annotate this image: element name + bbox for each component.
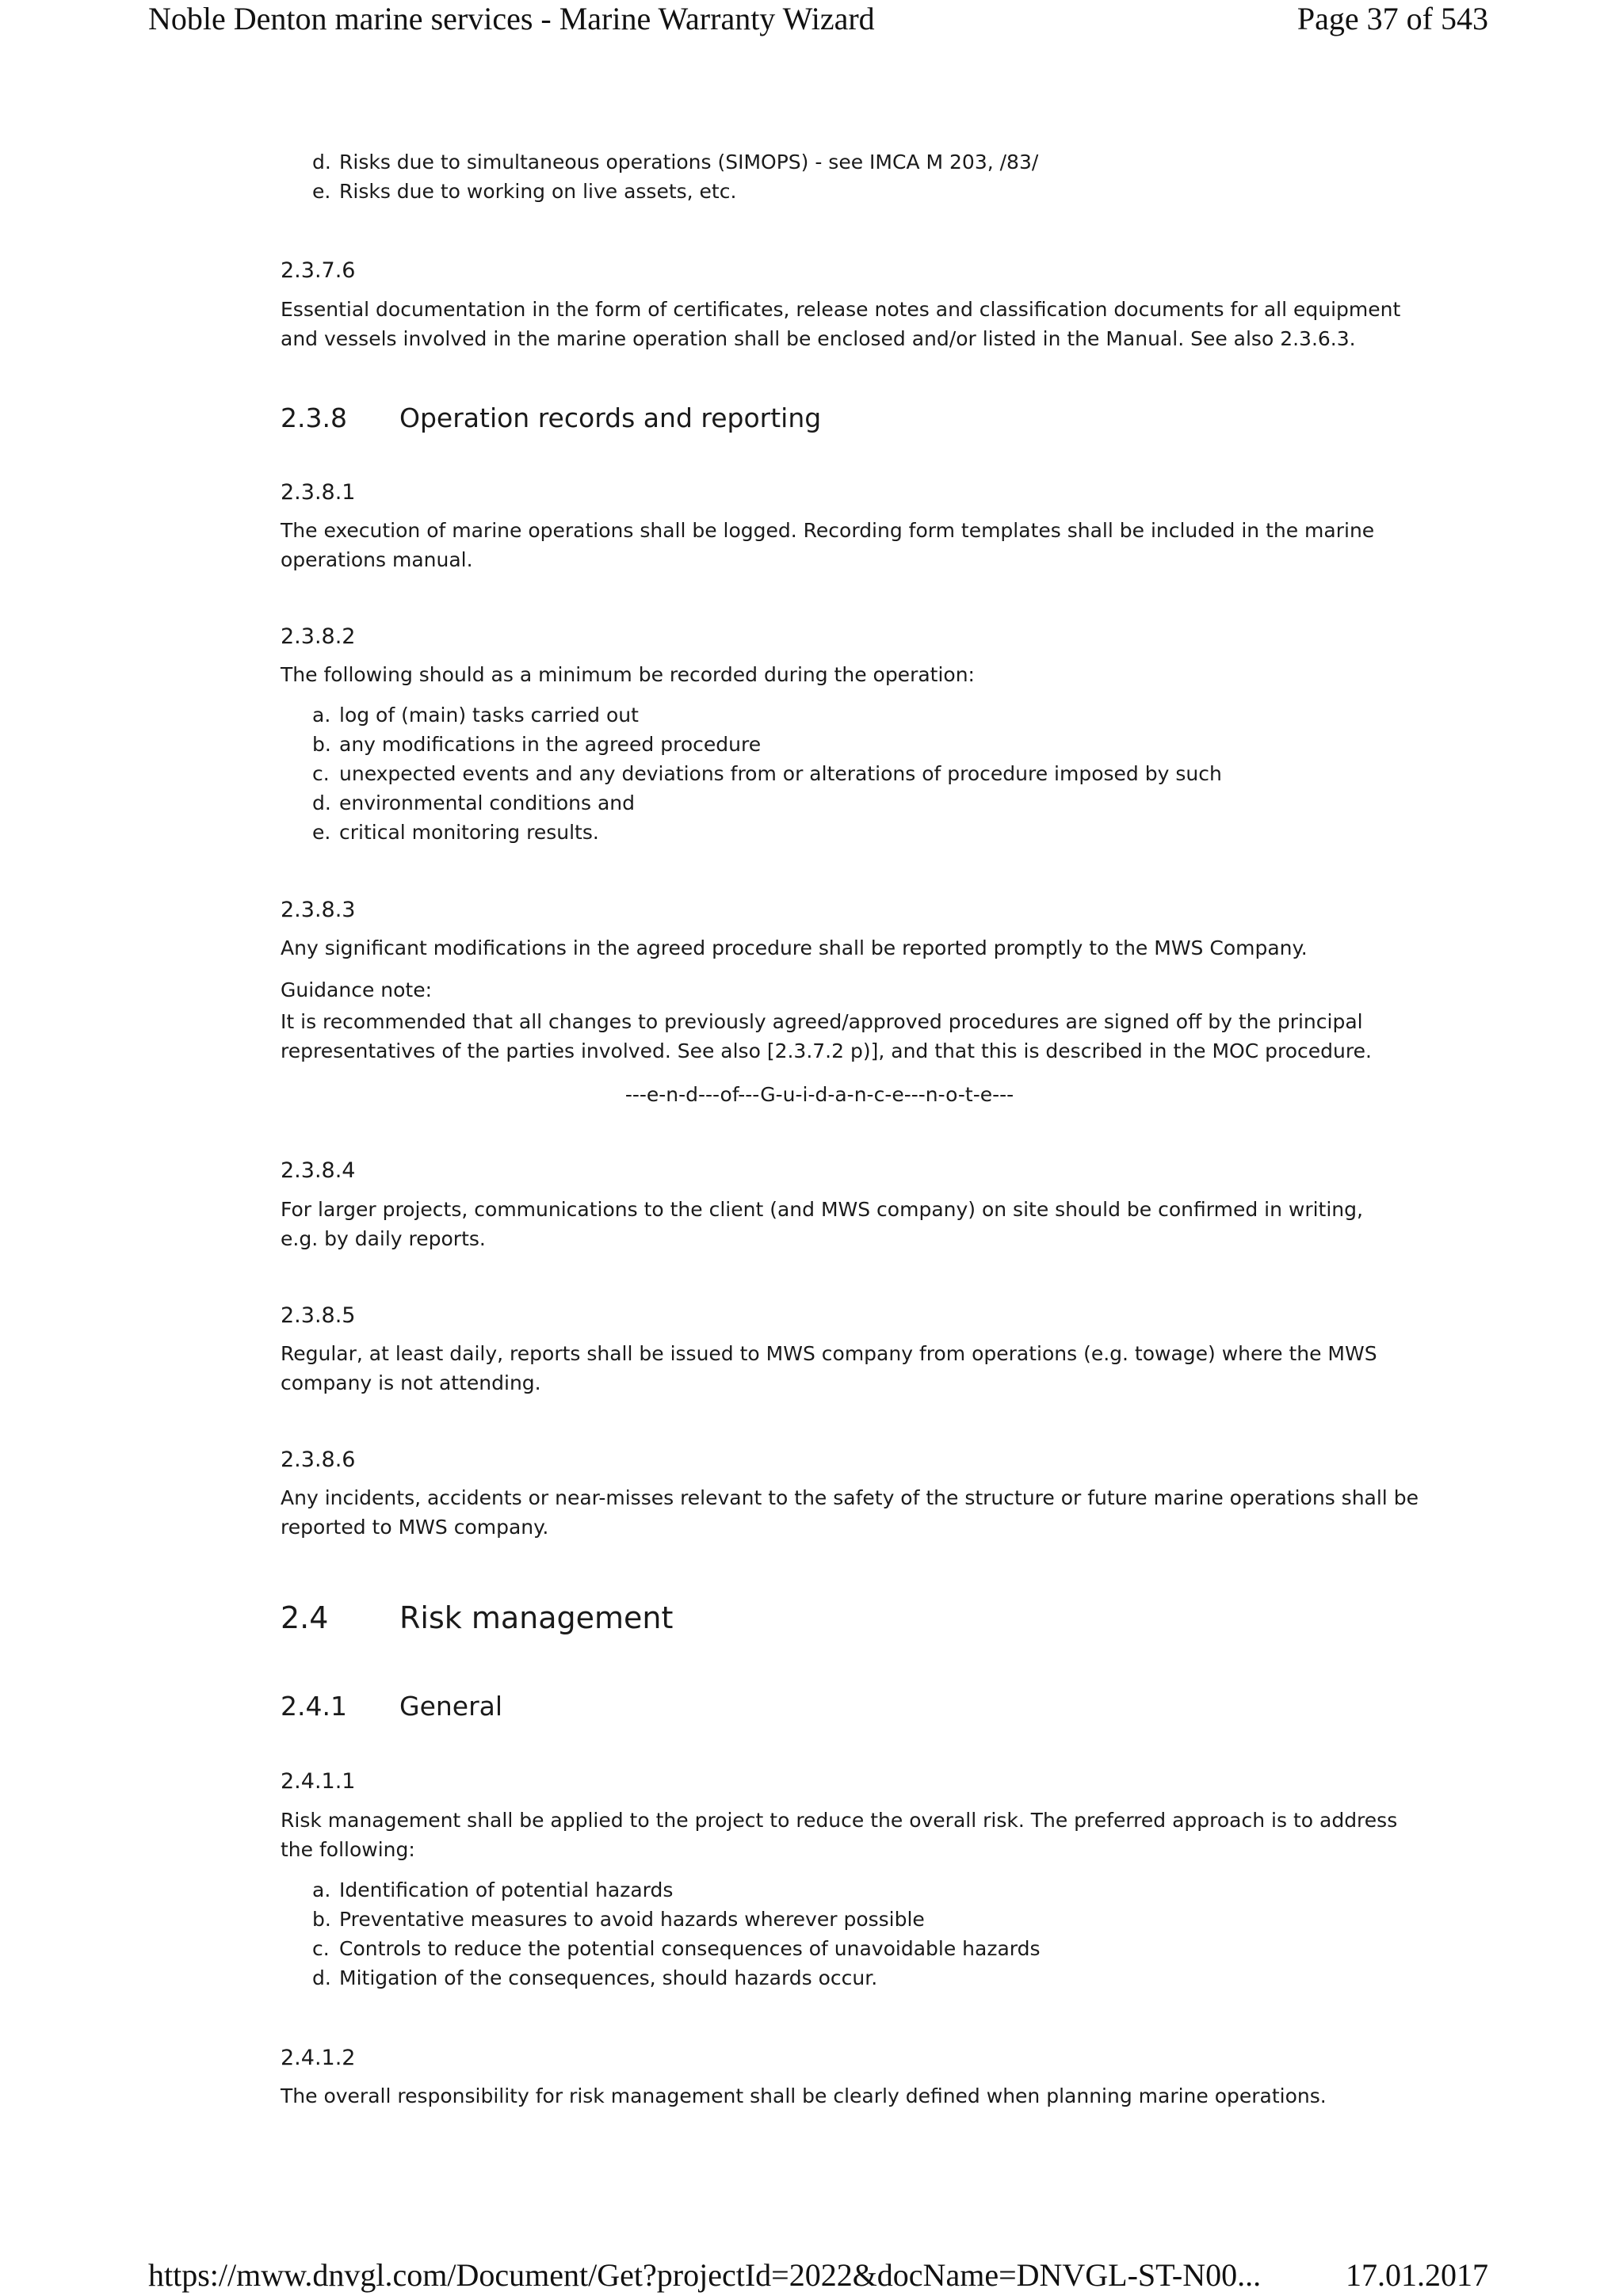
chapter-heading: 2.4 Risk management xyxy=(281,1600,674,1635)
section-heading: 2.4.1 General xyxy=(281,1691,503,1722)
guidance-note-title: Guidance note: xyxy=(281,978,433,1001)
paragraph: company is not attending. xyxy=(281,1371,541,1394)
paragraph: The execution of marine operations shall be logged. Recording form templates shall be included in the marine xyxy=(281,519,1375,542)
paragraph: the following: xyxy=(281,1838,415,1861)
paragraph: For larger projects, communications to the client (and MWS company) on site should be confirmed in writing, xyxy=(281,1198,1363,1221)
paragraph: reported to MWS company. xyxy=(281,1516,549,1539)
paragraph: The overall responsibility for risk management shall be clearly defined when planning marine operations. xyxy=(281,2084,1327,2107)
guidance-note-end: ---e-n-d---of---G-u-i-d-a-n-c-e---n-o-t-e--- xyxy=(624,1083,1014,1106)
list-item: c. Controls to reduce the potential consequences of unavoidable hazards xyxy=(312,1937,1041,1960)
guidance-note-text: representatives of the parties involved. See also [2.3.7.2 p)], and that this is described in the MOC procedure. xyxy=(281,1039,1372,1062)
paragraph: The following should as a minimum be recorded during the operation: xyxy=(281,663,975,686)
clause-number: 2.3.8.3 xyxy=(281,898,356,922)
clause-number: 2.3.7.6 xyxy=(281,258,356,283)
list-item: d. Risks due to simultaneous operations (SIMOPS) - see IMCA M 203, /83/ xyxy=(312,151,1039,174)
footer-url: https://mww.dnvgl.com/Document/Get?projectId=2022&docName=DNVGL-ST-N00... xyxy=(148,2257,1262,2293)
header-title: Noble Denton marine services - Marine Warranty Wizard xyxy=(148,1,875,36)
list-item: b. any modifications in the agreed procedure xyxy=(312,733,762,756)
paragraph: Any incidents, accidents or near-misses relevant to the safety of the structure or future marine operations shall be xyxy=(281,1486,1419,1509)
clause-number: 2.4.1.2 xyxy=(281,2046,356,2070)
paragraph: Risk management shall be applied to the project to reduce the overall risk. The preferred approach is to address xyxy=(281,1809,1398,1832)
list-item: d. Mitigation of the consequences, should hazards occur. xyxy=(312,1966,878,1989)
list-item: d. environmental conditions and xyxy=(312,791,636,814)
paragraph: Essential documentation in the form of certificates, release notes and classification documents for all equipment xyxy=(281,298,1401,321)
guidance-note-text: It is recommended that all changes to previously agreed/approved procedures are signed off by the principal xyxy=(281,1010,1363,1033)
list-item: b. Preventative measures to avoid hazards wherever possible xyxy=(312,1908,925,1931)
page-number: Page 37 of 543 xyxy=(1296,1,1488,36)
list-item: a. Identification of potential hazards xyxy=(312,1878,674,1901)
clause-number: 2.3.8.1 xyxy=(281,480,356,505)
clause-number: 2.3.8.6 xyxy=(281,1447,356,1472)
footer-date: 17.01.2017 xyxy=(1346,2257,1488,2293)
section-heading: 2.3.8 Operation records and reporting xyxy=(281,402,822,433)
list-item: e. Risks due to working on live assets, etc. xyxy=(312,180,737,203)
clause-number: 2.4.1.1 xyxy=(281,1769,356,1794)
paragraph: and vessels involved in the marine operation shall be enclosed and/or listed in the Manual. See also 2.3.6.3. xyxy=(281,327,1356,350)
paragraph: operations manual. xyxy=(281,548,473,571)
clause-number: 2.3.8.2 xyxy=(281,624,356,649)
clause-number: 2.3.8.4 xyxy=(281,1158,356,1183)
list-item: c. unexpected events and any deviations from or alterations of procedure imposed by such xyxy=(312,762,1222,785)
list-item: a. log of (main) tasks carried out xyxy=(312,704,639,727)
paragraph: e.g. by daily reports. xyxy=(281,1227,486,1250)
paragraph: Regular, at least daily, reports shall be issued to MWS company from operations (e.g. towage) where the MWS xyxy=(281,1342,1377,1365)
clause-number: 2.3.8.5 xyxy=(281,1303,356,1328)
paragraph: Any significant modifications in the agreed procedure shall be reported promptly to the MWS Company. xyxy=(281,936,1308,959)
list-item: e. critical monitoring results. xyxy=(312,821,599,844)
